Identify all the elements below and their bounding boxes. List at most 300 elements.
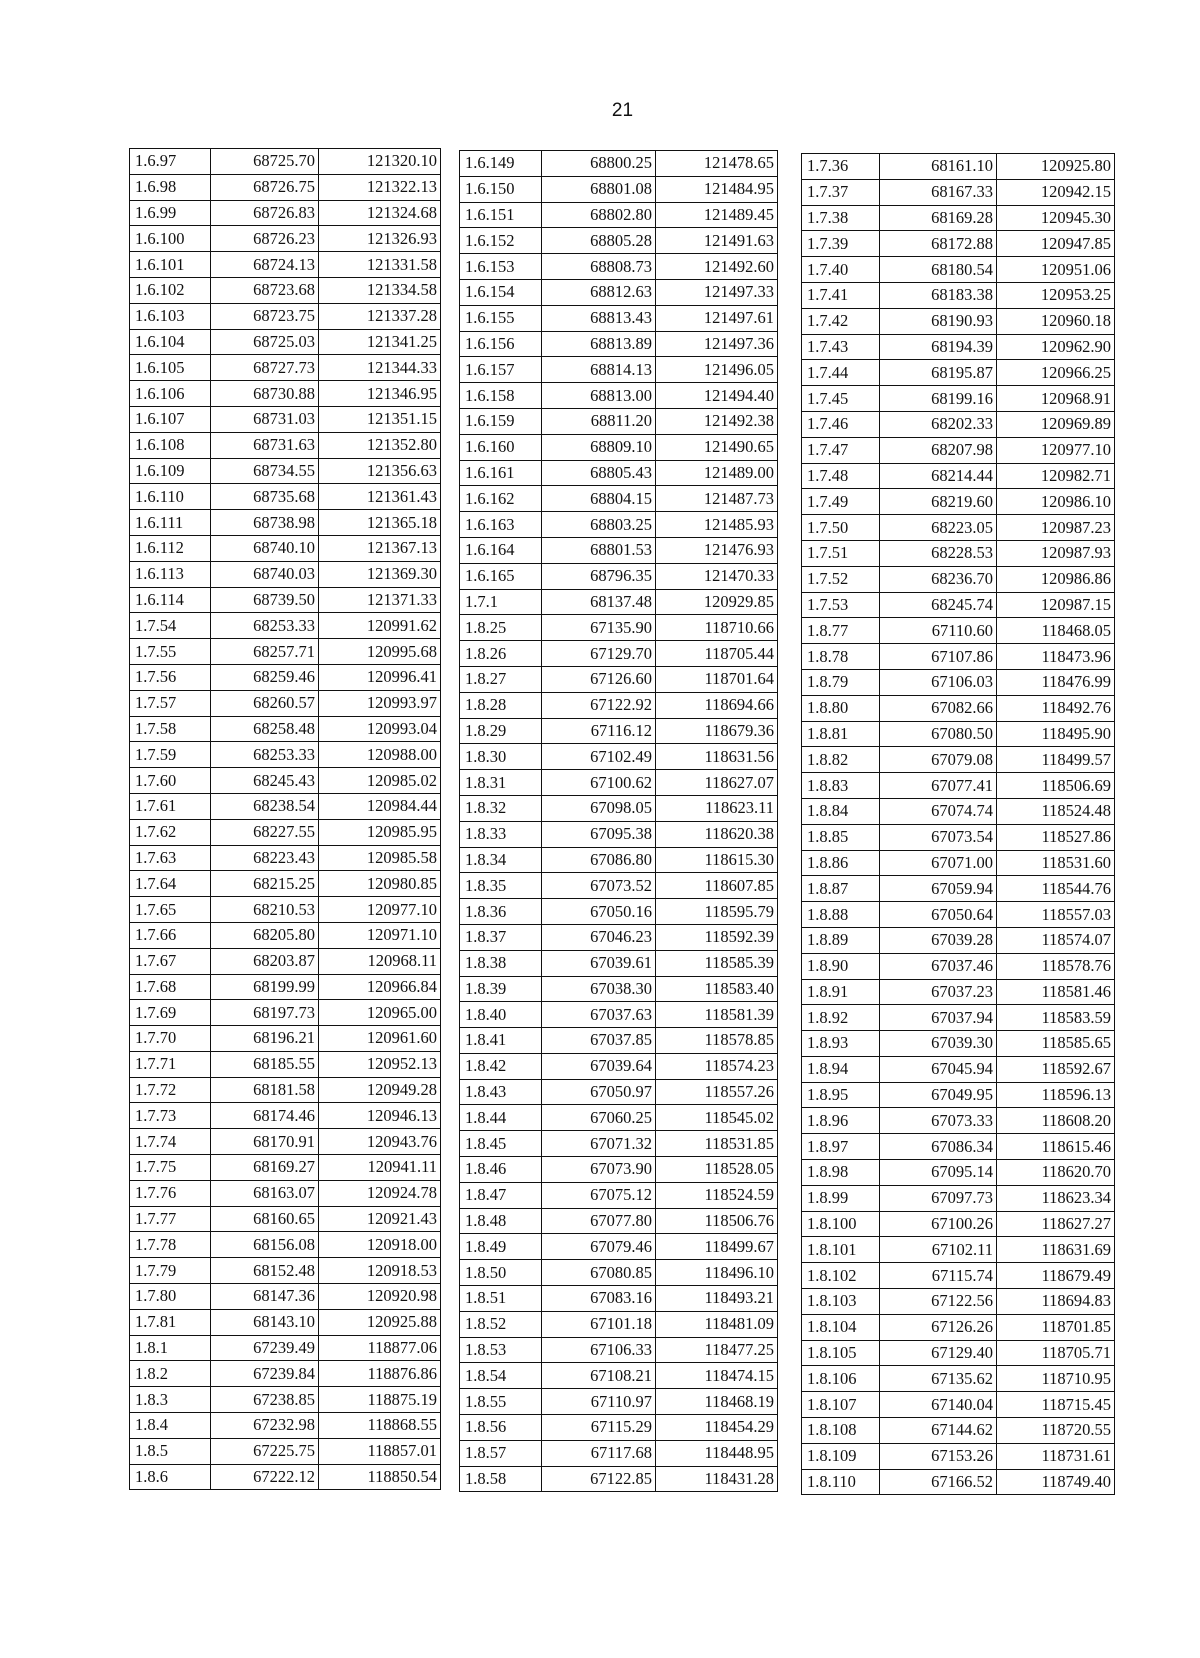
x-coordinate-cell: 68197.73 <box>211 1000 319 1026</box>
table-row <box>802 308 1115 334</box>
x-coordinate-cell: 67073.52 <box>542 873 656 899</box>
point-id-cell: 1.7.75 <box>130 1155 211 1181</box>
point-id-cell: 1.8.79 <box>802 669 880 695</box>
y-coordinate-cell: 118705.71 <box>997 1340 1115 1366</box>
table-row <box>460 305 778 331</box>
x-coordinate-cell: 67106.03 <box>880 669 997 695</box>
table-row <box>460 873 778 899</box>
x-coordinate-cell: 68812.63 <box>542 279 656 305</box>
point-id-cell: 1.6.156 <box>460 331 542 357</box>
table-row <box>130 1000 441 1026</box>
table-row <box>130 1077 441 1103</box>
point-id-cell: 1.7.48 <box>802 463 880 489</box>
table-row <box>802 231 1115 257</box>
table-row <box>130 1155 441 1181</box>
table-row <box>130 561 441 587</box>
point-id-cell: 1.6.160 <box>460 434 542 460</box>
point-id-cell: 1.7.81 <box>130 1309 211 1335</box>
table-row <box>460 1311 778 1337</box>
point-id-cell: 1.8.3 <box>130 1387 211 1413</box>
point-id-cell: 1.8.30 <box>460 744 542 770</box>
point-id-cell: 1.8.88 <box>802 902 880 928</box>
y-coordinate-cell: 120982.71 <box>997 463 1115 489</box>
x-coordinate-cell: 67166.52 <box>880 1469 997 1495</box>
x-coordinate-cell: 67059.94 <box>880 876 997 902</box>
y-coordinate-cell: 121346.95 <box>319 381 441 407</box>
table-row <box>460 1002 778 1028</box>
y-coordinate-cell: 121492.60 <box>656 254 778 280</box>
table-row <box>460 537 778 563</box>
point-id-cell: 1.8.39 <box>460 976 542 1002</box>
table-row <box>460 1053 778 1079</box>
x-coordinate-cell: 68258.48 <box>211 716 319 742</box>
coordinate-table-middle <box>459 150 778 1492</box>
y-coordinate-cell: 118545.02 <box>656 1105 778 1131</box>
table-row <box>130 819 441 845</box>
x-coordinate-cell: 68260.57 <box>211 690 319 716</box>
y-coordinate-cell: 118705.44 <box>656 641 778 667</box>
point-id-cell: 1.6.111 <box>130 510 211 536</box>
x-coordinate-cell: 67071.32 <box>542 1131 656 1157</box>
y-coordinate-cell: 118583.40 <box>656 976 778 1002</box>
y-coordinate-cell: 120996.41 <box>319 664 441 690</box>
table-row <box>802 824 1115 850</box>
y-coordinate-cell: 120925.80 <box>997 154 1115 180</box>
point-id-cell: 1.7.43 <box>802 334 880 360</box>
point-id-cell: 1.7.71 <box>130 1051 211 1077</box>
x-coordinate-cell: 68730.88 <box>211 381 319 407</box>
point-id-cell: 1.8.89 <box>802 927 880 953</box>
y-coordinate-cell: 120985.58 <box>319 845 441 871</box>
point-id-cell: 1.8.27 <box>460 666 542 692</box>
x-coordinate-cell: 67037.63 <box>542 1002 656 1028</box>
x-coordinate-cell: 68190.93 <box>880 308 997 334</box>
x-coordinate-cell: 68800.25 <box>542 151 656 177</box>
point-id-cell: 1.7.46 <box>802 411 880 437</box>
point-id-cell: 1.8.98 <box>802 1160 880 1186</box>
y-coordinate-cell: 120971.10 <box>319 922 441 948</box>
y-coordinate-cell: 118473.96 <box>997 644 1115 670</box>
table-row <box>460 976 778 1002</box>
x-coordinate-cell: 68228.53 <box>880 540 997 566</box>
y-coordinate-cell: 121365.18 <box>319 510 441 536</box>
y-coordinate-cell: 120945.30 <box>997 205 1115 231</box>
x-coordinate-cell: 68180.54 <box>880 257 997 283</box>
point-id-cell: 1.7.49 <box>802 489 880 515</box>
y-coordinate-cell: 121492.38 <box>656 408 778 434</box>
x-coordinate-cell: 68253.33 <box>211 613 319 639</box>
table-row <box>802 489 1115 515</box>
point-id-cell: 1.8.48 <box>460 1208 542 1234</box>
y-coordinate-cell: 118620.38 <box>656 821 778 847</box>
x-coordinate-cell: 68726.75 <box>211 174 319 200</box>
table-row <box>802 644 1115 670</box>
table-row <box>130 897 441 923</box>
y-coordinate-cell: 118468.19 <box>656 1389 778 1415</box>
point-id-cell: 1.8.43 <box>460 1079 542 1105</box>
point-id-cell: 1.7.44 <box>802 360 880 386</box>
table-row <box>460 1466 778 1492</box>
y-coordinate-cell: 118607.85 <box>656 873 778 899</box>
y-coordinate-cell: 118876.86 <box>319 1361 441 1387</box>
point-id-cell: 1.7.77 <box>130 1206 211 1232</box>
table-row <box>802 1392 1115 1418</box>
point-id-cell: 1.7.64 <box>130 871 211 897</box>
x-coordinate-cell: 67122.92 <box>542 692 656 718</box>
x-coordinate-cell: 68238.54 <box>211 793 319 819</box>
point-id-cell: 1.8.44 <box>460 1105 542 1131</box>
y-coordinate-cell: 118477.25 <box>656 1337 778 1363</box>
x-coordinate-cell: 68726.83 <box>211 200 319 226</box>
x-coordinate-cell: 68735.68 <box>211 484 319 510</box>
y-coordinate-cell: 118710.66 <box>656 615 778 641</box>
table-row <box>802 1418 1115 1444</box>
y-coordinate-cell: 118468.05 <box>997 618 1115 644</box>
x-coordinate-cell: 68137.48 <box>542 589 656 615</box>
y-coordinate-cell: 120949.28 <box>319 1077 441 1103</box>
x-coordinate-cell: 68223.05 <box>880 515 997 541</box>
y-coordinate-cell: 121361.43 <box>319 484 441 510</box>
x-coordinate-cell: 67086.34 <box>880 1134 997 1160</box>
table-row <box>460 563 778 589</box>
table-row <box>460 718 778 744</box>
y-coordinate-cell: 118631.56 <box>656 744 778 770</box>
table-row <box>130 406 441 432</box>
point-id-cell: 1.6.108 <box>130 432 211 458</box>
point-id-cell: 1.7.79 <box>130 1258 211 1284</box>
table-row <box>802 566 1115 592</box>
table-row <box>460 1079 778 1105</box>
point-id-cell: 1.8.1 <box>130 1335 211 1361</box>
y-coordinate-cell: 118583.59 <box>997 1005 1115 1031</box>
x-coordinate-cell: 67098.05 <box>542 795 656 821</box>
y-coordinate-cell: 118431.28 <box>656 1466 778 1492</box>
table-row <box>130 226 441 252</box>
table-row <box>802 1443 1115 1469</box>
y-coordinate-cell: 120952.13 <box>319 1051 441 1077</box>
x-coordinate-cell: 67083.16 <box>542 1286 656 1312</box>
table-row <box>130 1206 441 1232</box>
y-coordinate-cell: 118749.40 <box>997 1469 1115 1495</box>
point-id-cell: 1.8.29 <box>460 718 542 744</box>
x-coordinate-cell: 68805.28 <box>542 228 656 254</box>
table-row <box>130 303 441 329</box>
table-row <box>130 948 441 974</box>
y-coordinate-cell: 118578.85 <box>656 1028 778 1054</box>
point-id-cell: 1.7.69 <box>130 1000 211 1026</box>
x-coordinate-cell: 68169.28 <box>880 205 997 231</box>
table-row <box>460 950 778 976</box>
point-id-cell: 1.7.76 <box>130 1180 211 1206</box>
x-coordinate-cell: 67037.85 <box>542 1028 656 1054</box>
x-coordinate-cell: 68731.03 <box>211 406 319 432</box>
y-coordinate-cell: 118585.39 <box>656 950 778 976</box>
table-row <box>802 773 1115 799</box>
y-coordinate-cell: 121485.93 <box>656 512 778 538</box>
point-id-cell: 1.6.99 <box>130 200 211 226</box>
table-row <box>802 1289 1115 1315</box>
y-coordinate-cell: 118701.85 <box>997 1314 1115 1340</box>
table-row <box>460 1234 778 1260</box>
y-coordinate-cell: 120977.10 <box>997 437 1115 463</box>
table-row <box>460 176 778 202</box>
x-coordinate-cell: 67039.64 <box>542 1053 656 1079</box>
y-coordinate-cell: 120946.13 <box>319 1103 441 1129</box>
point-id-cell: 1.8.51 <box>460 1286 542 1312</box>
point-id-cell: 1.8.41 <box>460 1028 542 1054</box>
table-row <box>130 716 441 742</box>
y-coordinate-cell: 118710.95 <box>997 1366 1115 1392</box>
y-coordinate-cell: 118857.01 <box>319 1438 441 1464</box>
x-coordinate-cell: 67050.97 <box>542 1079 656 1105</box>
point-id-cell: 1.6.113 <box>130 561 211 587</box>
point-id-cell: 1.8.56 <box>460 1415 542 1441</box>
table-row <box>802 179 1115 205</box>
x-coordinate-cell: 67115.74 <box>880 1263 997 1289</box>
point-id-cell: 1.6.101 <box>130 252 211 278</box>
point-id-cell: 1.8.45 <box>460 1131 542 1157</box>
point-id-cell: 1.8.90 <box>802 953 880 979</box>
x-coordinate-cell: 67100.26 <box>880 1211 997 1237</box>
y-coordinate-cell: 121320.10 <box>319 149 441 175</box>
x-coordinate-cell: 67080.50 <box>880 721 997 747</box>
point-id-cell: 1.6.107 <box>130 406 211 432</box>
x-coordinate-cell: 68156.08 <box>211 1232 319 1258</box>
x-coordinate-cell: 68227.55 <box>211 819 319 845</box>
y-coordinate-cell: 118506.76 <box>656 1208 778 1234</box>
x-coordinate-cell: 67095.14 <box>880 1160 997 1186</box>
point-id-cell: 1.8.109 <box>802 1443 880 1469</box>
coordinate-table-right <box>801 153 1115 1495</box>
x-coordinate-cell: 68738.98 <box>211 510 319 536</box>
y-coordinate-cell: 121470.33 <box>656 563 778 589</box>
x-coordinate-cell: 68172.88 <box>880 231 997 257</box>
x-coordinate-cell: 68723.68 <box>211 277 319 303</box>
y-coordinate-cell: 118731.61 <box>997 1443 1115 1469</box>
table-row <box>460 254 778 280</box>
table-row <box>460 383 778 409</box>
table-row <box>130 1413 441 1439</box>
x-coordinate-cell: 67045.94 <box>880 1056 997 1082</box>
table-row <box>130 1464 441 1490</box>
point-id-cell: 1.6.152 <box>460 228 542 254</box>
x-coordinate-cell: 67074.74 <box>880 798 997 824</box>
point-id-cell: 1.8.107 <box>802 1392 880 1418</box>
point-id-cell: 1.7.66 <box>130 922 211 948</box>
point-id-cell: 1.7.63 <box>130 845 211 871</box>
y-coordinate-cell: 118527.86 <box>997 824 1115 850</box>
point-id-cell: 1.8.101 <box>802 1237 880 1263</box>
table-row <box>130 329 441 355</box>
y-coordinate-cell: 118592.39 <box>656 924 778 950</box>
table-row <box>130 974 441 1000</box>
x-coordinate-cell: 68811.20 <box>542 408 656 434</box>
table-row <box>802 1185 1115 1211</box>
x-coordinate-cell: 68215.25 <box>211 871 319 897</box>
table-row <box>802 979 1115 1005</box>
x-coordinate-cell: 67038.30 <box>542 976 656 1002</box>
y-coordinate-cell: 118481.09 <box>656 1311 778 1337</box>
x-coordinate-cell: 67107.86 <box>880 644 997 670</box>
table-row <box>802 334 1115 360</box>
table-row <box>802 515 1115 541</box>
point-id-cell: 1.6.162 <box>460 486 542 512</box>
table-row <box>802 1005 1115 1031</box>
x-coordinate-cell: 68205.80 <box>211 922 319 948</box>
x-coordinate-cell: 67117.68 <box>542 1440 656 1466</box>
table-row <box>460 1440 778 1466</box>
x-coordinate-cell: 67101.18 <box>542 1311 656 1337</box>
table-row <box>802 669 1115 695</box>
table-row <box>802 1314 1115 1340</box>
point-id-cell: 1.6.103 <box>130 303 211 329</box>
point-id-cell: 1.8.4 <box>130 1413 211 1439</box>
table-row <box>460 1208 778 1234</box>
y-coordinate-cell: 118524.59 <box>656 1182 778 1208</box>
x-coordinate-cell: 68259.46 <box>211 664 319 690</box>
x-coordinate-cell: 68181.58 <box>211 1077 319 1103</box>
point-id-cell: 1.8.81 <box>802 721 880 747</box>
x-coordinate-cell: 67039.30 <box>880 1031 997 1057</box>
y-coordinate-cell: 120995.68 <box>319 639 441 665</box>
table-row <box>130 200 441 226</box>
y-coordinate-cell: 118679.36 <box>656 718 778 744</box>
point-id-cell: 1.8.103 <box>802 1289 880 1315</box>
x-coordinate-cell: 68196.21 <box>211 1026 319 1052</box>
x-coordinate-cell: 68727.73 <box>211 355 319 381</box>
table-row <box>802 1031 1115 1057</box>
x-coordinate-cell: 68195.87 <box>880 360 997 386</box>
table-row <box>460 1028 778 1054</box>
x-coordinate-cell: 67077.80 <box>542 1208 656 1234</box>
x-coordinate-cell: 68724.13 <box>211 252 319 278</box>
y-coordinate-cell: 120918.00 <box>319 1232 441 1258</box>
x-coordinate-cell: 67102.49 <box>542 744 656 770</box>
y-coordinate-cell: 121497.33 <box>656 279 778 305</box>
point-id-cell: 1.7.42 <box>802 308 880 334</box>
table-row <box>130 742 441 768</box>
y-coordinate-cell: 118701.64 <box>656 666 778 692</box>
y-coordinate-cell: 121369.30 <box>319 561 441 587</box>
x-coordinate-cell: 68236.70 <box>880 566 997 592</box>
point-id-cell: 1.8.49 <box>460 1234 542 1260</box>
point-id-cell: 1.8.94 <box>802 1056 880 1082</box>
y-coordinate-cell: 120987.15 <box>997 592 1115 618</box>
point-id-cell: 1.8.33 <box>460 821 542 847</box>
y-coordinate-cell: 121326.93 <box>319 226 441 252</box>
x-coordinate-cell: 68167.33 <box>880 179 997 205</box>
x-coordinate-cell: 68152.48 <box>211 1258 319 1284</box>
table-row <box>460 666 778 692</box>
y-coordinate-cell: 120941.11 <box>319 1155 441 1181</box>
y-coordinate-cell: 121324.68 <box>319 200 441 226</box>
table-row <box>802 205 1115 231</box>
y-coordinate-cell: 118627.07 <box>656 770 778 796</box>
table-row <box>802 1263 1115 1289</box>
table-row <box>802 927 1115 953</box>
y-coordinate-cell: 118506.69 <box>997 773 1115 799</box>
table-row <box>460 1157 778 1183</box>
x-coordinate-cell: 68163.07 <box>211 1180 319 1206</box>
y-coordinate-cell: 120953.25 <box>997 282 1115 308</box>
x-coordinate-cell: 68796.35 <box>542 563 656 589</box>
y-coordinate-cell: 118476.99 <box>997 669 1115 695</box>
y-coordinate-cell: 118578.76 <box>997 953 1115 979</box>
x-coordinate-cell: 67082.66 <box>880 695 997 721</box>
x-coordinate-cell: 67126.26 <box>880 1314 997 1340</box>
x-coordinate-cell: 67106.33 <box>542 1337 656 1363</box>
table-row <box>130 793 441 819</box>
x-coordinate-cell: 67097.73 <box>880 1185 997 1211</box>
x-coordinate-cell: 68805.43 <box>542 460 656 486</box>
point-id-cell: 1.6.165 <box>460 563 542 589</box>
y-coordinate-cell: 121356.63 <box>319 458 441 484</box>
point-id-cell: 1.8.91 <box>802 979 880 1005</box>
table-row <box>460 615 778 641</box>
point-id-cell: 1.8.82 <box>802 747 880 773</box>
x-coordinate-cell: 67232.98 <box>211 1413 319 1439</box>
point-id-cell: 1.7.36 <box>802 154 880 180</box>
y-coordinate-cell: 118596.13 <box>997 1082 1115 1108</box>
point-id-cell: 1.8.77 <box>802 618 880 644</box>
table-row <box>460 1337 778 1363</box>
x-coordinate-cell: 68813.00 <box>542 383 656 409</box>
table-row <box>460 1131 778 1157</box>
point-id-cell: 1.8.5 <box>130 1438 211 1464</box>
point-id-cell: 1.7.78 <box>130 1232 211 1258</box>
table-row <box>460 1389 778 1415</box>
table-row <box>802 721 1115 747</box>
table-row <box>130 1180 441 1206</box>
point-id-cell: 1.7.74 <box>130 1129 211 1155</box>
y-coordinate-cell: 121489.00 <box>656 460 778 486</box>
point-id-cell: 1.6.106 <box>130 381 211 407</box>
y-coordinate-cell: 121489.45 <box>656 202 778 228</box>
y-coordinate-cell: 118581.39 <box>656 1002 778 1028</box>
table-row <box>460 279 778 305</box>
table-row <box>130 355 441 381</box>
page-number: 21 <box>611 100 634 121</box>
x-coordinate-cell: 67050.64 <box>880 902 997 928</box>
x-coordinate-cell: 68257.71 <box>211 639 319 665</box>
y-coordinate-cell: 120924.78 <box>319 1180 441 1206</box>
point-id-cell: 1.7.54 <box>130 613 211 639</box>
y-coordinate-cell: 120966.84 <box>319 974 441 1000</box>
point-id-cell: 1.8.106 <box>802 1366 880 1392</box>
point-id-cell: 1.6.105 <box>130 355 211 381</box>
point-id-cell: 1.7.45 <box>802 386 880 412</box>
y-coordinate-cell: 118574.07 <box>997 927 1115 953</box>
y-coordinate-cell: 118544.76 <box>997 876 1115 902</box>
y-coordinate-cell: 118531.60 <box>997 850 1115 876</box>
point-id-cell: 1.6.112 <box>130 535 211 561</box>
x-coordinate-cell: 67110.60 <box>880 618 997 644</box>
table-row <box>460 821 778 847</box>
table-row <box>460 1182 778 1208</box>
point-id-cell: 1.8.28 <box>460 692 542 718</box>
point-id-cell: 1.7.1 <box>460 589 542 615</box>
x-coordinate-cell: 67122.85 <box>542 1466 656 1492</box>
point-id-cell: 1.8.6 <box>130 1464 211 1490</box>
y-coordinate-cell: 121496.05 <box>656 357 778 383</box>
y-coordinate-cell: 118877.06 <box>319 1335 441 1361</box>
table-row <box>460 357 778 383</box>
point-id-cell: 1.6.110 <box>130 484 211 510</box>
y-coordinate-cell: 118620.70 <box>997 1160 1115 1186</box>
y-coordinate-cell: 121497.61 <box>656 305 778 331</box>
point-id-cell: 1.6.109 <box>130 458 211 484</box>
y-coordinate-cell: 118474.15 <box>656 1363 778 1389</box>
